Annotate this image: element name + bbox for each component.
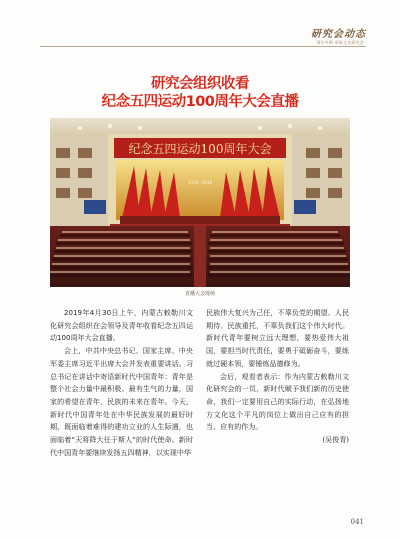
stage-year-text: 1919—2019 [187, 180, 213, 185]
section-header-title: 研究会动态 [311, 29, 366, 40]
article-photo [50, 118, 350, 287]
stage-banner-text: 纪念五四运动100周年大会 [128, 142, 272, 156]
article-body-left-column [50, 307, 193, 459]
headline-line-2: 纪念五四运动100周年大会直播 [101, 94, 299, 110]
header-divider [40, 46, 366, 47]
article-author: (吴俊青) [322, 435, 349, 445]
conference-hall-image [50, 118, 350, 287]
article-headline [0, 75, 400, 111]
headline-line-1: 研究会组织收看 [151, 76, 249, 92]
photo-caption: 直播大会现场 [184, 291, 215, 297]
body-paragraph: 会后，观看者表示：作为内蒙古敕勒川文化研究会的一员，新时代赋予我们新的历史使命，我们一定要用自己的实际行动，在弘扬地方文化这个平凡的岗位上做出自己应有的担当、应有的作为。 [206, 371, 349, 432]
body-paragraph: 会上，中共中央总书记、国家主席、中央军委主席习近平出席大会并发表重要讲话。习总书记在讲话中寄语新时代中国青年：青年是整个社会力量中最积极、最有生气的力量，国家的希望在青年，民族的未来在青年。今天，新时代中国青年处在中华民族发展的最好时期，既面临着难得的建功立业的人生际遇，也面临着“天将降大任于斯人”的时代使命。新时代中国青年要继续发扬五四精神，以实现中华 [50, 346, 193, 457]
body-paragraph: 民族伟大复兴为己任，不辜负党的期望、人民期待、民族重托，不辜负我们这个伟大时代。新时代青年要树立远大理想，要热爱伟大祖国，要担当时代责任，要勇于砥砺奋斗，要练就过硬本领，要锤炼品德修为。 [206, 308, 349, 368]
body-paragraph: 2019年4月30日上午，内蒙古敕勒川文化研究会组织在会领导及青年收看纪念五四运动100周年大会直播。 [50, 308, 193, 343]
page-number: 041 [350, 518, 364, 526]
section-header-subtitle: 鄂尔多斯·草原文化研究会 [316, 40, 364, 45]
article-body-right-column [206, 307, 349, 447]
